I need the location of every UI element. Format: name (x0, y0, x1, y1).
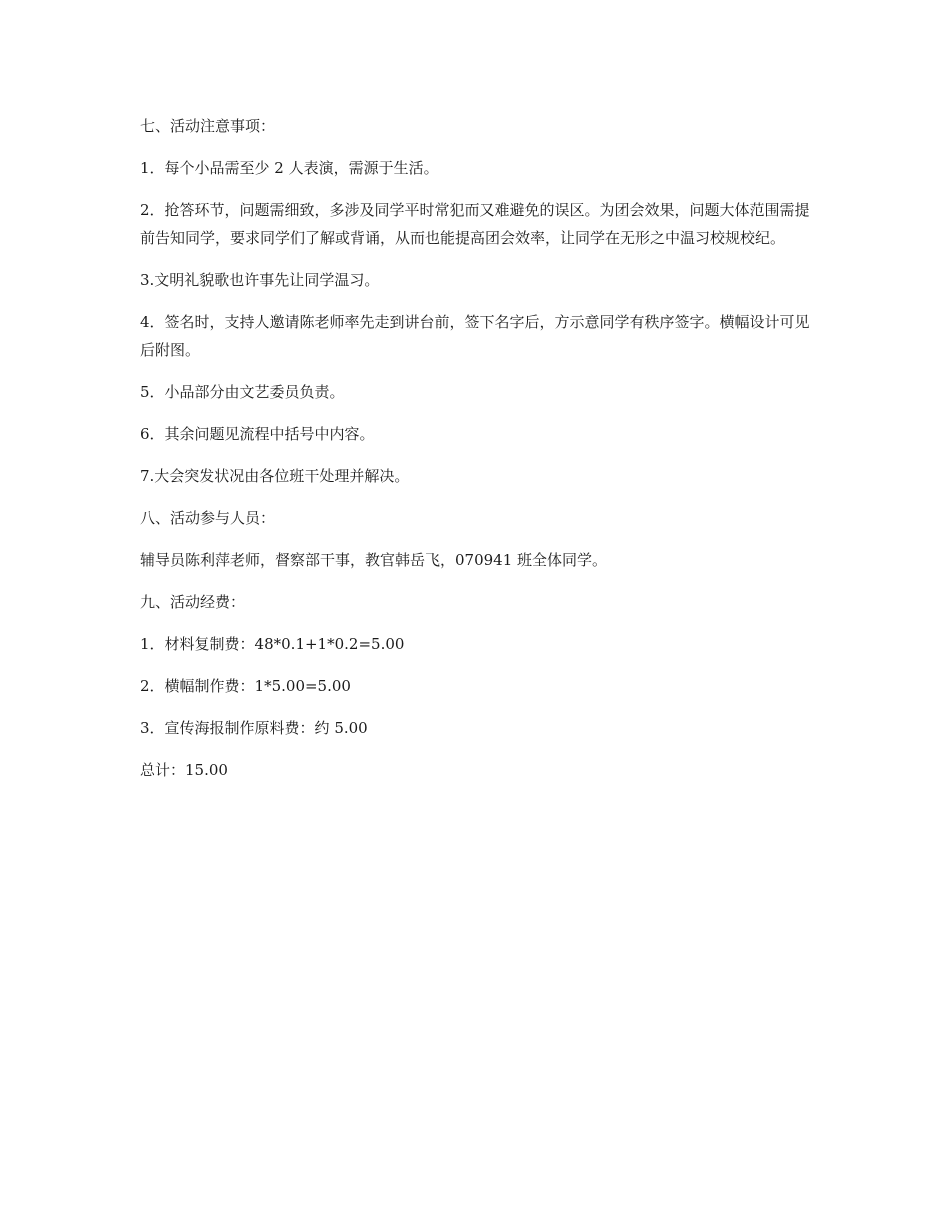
list-item: 1．每个小品需至少 2 人表演，需源于生活。 (140, 159, 439, 177)
budget-item: 3．宣传海报制作原料费：约 5.00 (140, 719, 368, 737)
list-item: 2．抢答环节，问题需细致，多涉及同学平时常犯而又难避免的误区。为团会效果，问题大体范围需提前告知同学，要求同学们了解或背诵，从而也能提高团会效率，让同学在无形之中温习校规校纪。 (140, 201, 810, 247)
list-item: 5．小品部分由文艺委员负责。 (140, 383, 345, 401)
budget-total: 总计：15.00 (140, 761, 228, 779)
list-item: 4．签名时，支持人邀请陈老师率先走到讲台前，签下名字后，方示意同学有秩序签字。横幅设计可见后附图。 (140, 313, 810, 359)
participants-text: 辅导员陈利萍老师，督察部干事，教官韩岳飞，070941 班全体同学。 (140, 551, 608, 569)
list-item: 6．其余问题见流程中括号中内容。 (140, 425, 375, 443)
budget-item: 1．材料复制费：48*0.1+1*0.2=5.00 (140, 635, 405, 653)
document-body (140, 112, 820, 798)
budget-item: 2．横幅制作费：1*5.00=5.00 (140, 677, 351, 695)
list-item: 3.文明礼貌歌也许事先让同学温习。 (140, 271, 380, 289)
section-heading-notes: 七、活动注意事项： (140, 117, 276, 135)
section-heading-participants: 八、活动参与人员： (140, 509, 276, 527)
section-heading-budget: 九、活动经费： (140, 593, 246, 611)
list-item: 7.大会突发状况由各位班干处理并解决。 (140, 467, 410, 485)
